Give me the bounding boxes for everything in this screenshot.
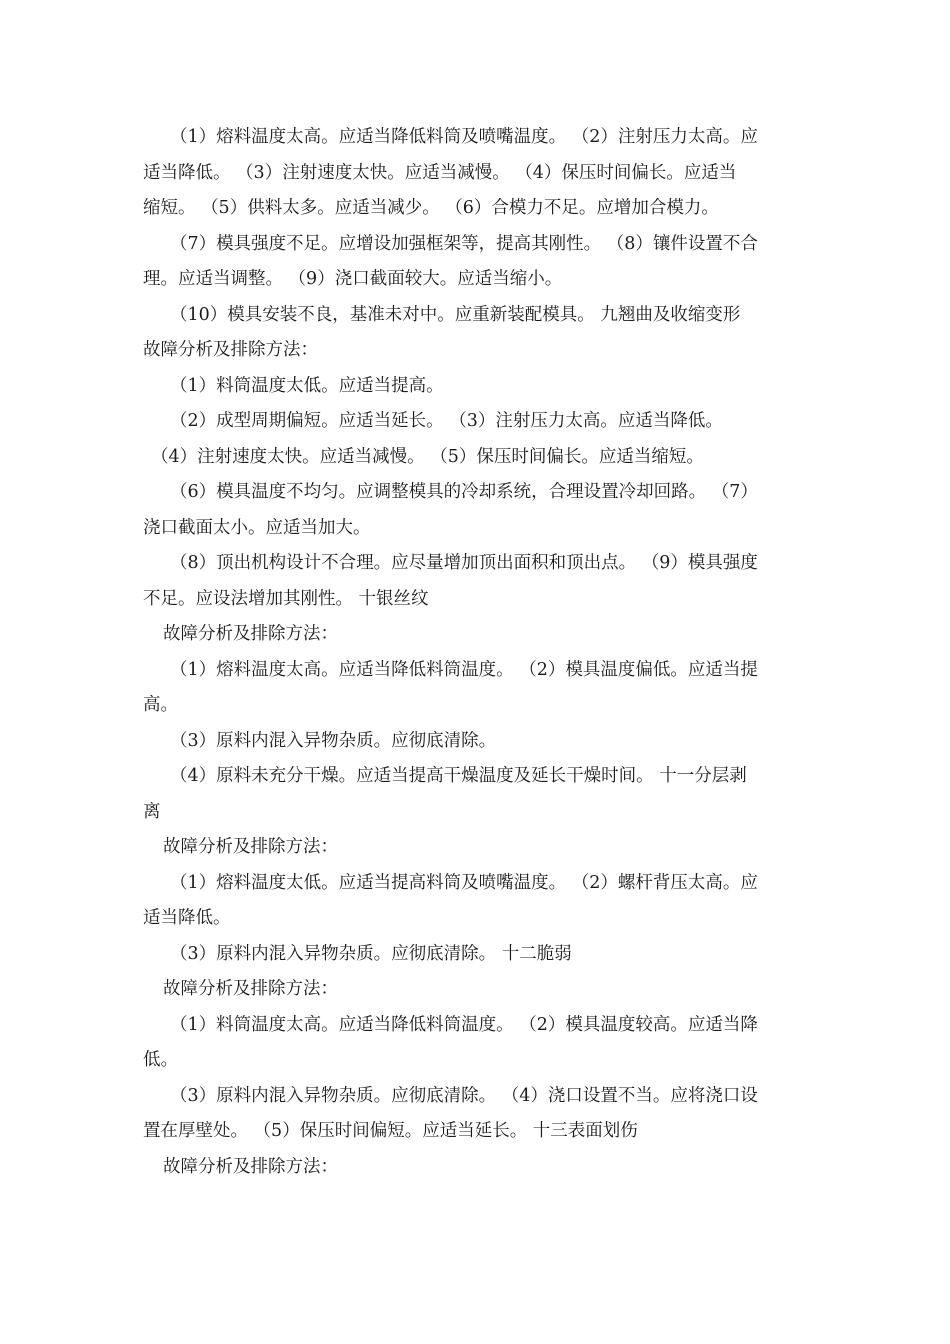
text-line: （3）原料内混入异物杂质。应彻底清除。 （4）浇口设置不当。应将浇口设 bbox=[170, 1085, 758, 1106]
text-line: （1）料筒温度太低。应适当提高。 bbox=[170, 375, 444, 396]
text-line: （10）模具安装不良，基准未对中。应重新装配模具。 九翘曲及收缩变形 bbox=[170, 304, 741, 325]
text-line: 高。 bbox=[143, 695, 178, 715]
text-line: 浇口截面太小。应适当加大。 bbox=[143, 517, 371, 538]
section-heading: 故障分析及排除方法： bbox=[163, 624, 338, 644]
document-page bbox=[143, 120, 811, 1185]
text-line: 置在厚壁处。 （5）保压时间偏短。应适当延长。 十三表面划伤 bbox=[143, 1121, 638, 1141]
text-line: 离 bbox=[143, 801, 161, 822]
text-line: 适当降低。 bbox=[143, 908, 231, 928]
text-line: （6）模具温度不均匀。应调整模具的冷却系统，合理设置冷却回路。 （7） bbox=[170, 482, 758, 502]
text-line: （2）成型周期偏短。应适当延长。 （3）注射压力太高。应适当降低。 bbox=[170, 411, 723, 431]
text-line: （1）熔料温度太低。应适当提高料筒及喷嘴温度。 （2）螺杆背压太高。应 bbox=[170, 872, 758, 893]
text-line: 不足。应设法增加其刚性。 十银丝纹 bbox=[143, 588, 429, 609]
text-line: （7）模具强度不足。应增设加强框架等，提高其刚性。 （8）镶件设置不合 bbox=[170, 233, 758, 254]
text-line: 低。 bbox=[143, 1050, 178, 1070]
text-line: （1）熔料温度太高。应适当降低料筒温度。 （2）模具温度偏低。应适当提 bbox=[170, 659, 758, 680]
text-line: （3）原料内混入异物杂质。应彻底清除。 十二脆弱 bbox=[170, 943, 572, 964]
section-heading: 故障分析及排除方法： bbox=[163, 837, 338, 857]
text-line: （3）原料内混入异物杂质。应彻底清除。 bbox=[170, 730, 497, 751]
text-line: （8）顶出机构设计不合理。应尽量增加顶出面积和顶出点。 （9）模具强度 bbox=[170, 553, 758, 573]
text-line: （1）料筒温度太高。应适当降低料筒温度。 （2）模具温度较高。应适当降 bbox=[170, 1014, 758, 1035]
text-line: （4）原料未充分干燥。应适当提高干燥温度及延长干燥时间。 十一分层剥 bbox=[170, 766, 747, 786]
section-heading: 故障分析及排除方法： bbox=[163, 1156, 338, 1177]
text-line: （4）注射速度太快。应适当减慢。 （5）保压时间偏长。应适当缩短。 bbox=[151, 446, 704, 467]
text-line: 缩短。 （5）供料太多。应适当减少。 （6）合模力不足。应增加合模力。 bbox=[143, 198, 719, 218]
section-heading: 故障分析及排除方法： bbox=[163, 979, 338, 999]
text-line: 适当降低。 （3）注射速度太快。应适当减慢。 （4）保压时间偏长。应适当 bbox=[143, 162, 737, 183]
text-line: 理。应适当调整。 （9）浇口截面较大。应适当缩小。 bbox=[143, 269, 563, 289]
section-heading: 故障分析及排除方法： bbox=[143, 340, 318, 360]
text-line: （1）熔料温度太高。应适当降低料筒及喷嘴温度。 （2）注射压力太高。应 bbox=[170, 127, 758, 147]
